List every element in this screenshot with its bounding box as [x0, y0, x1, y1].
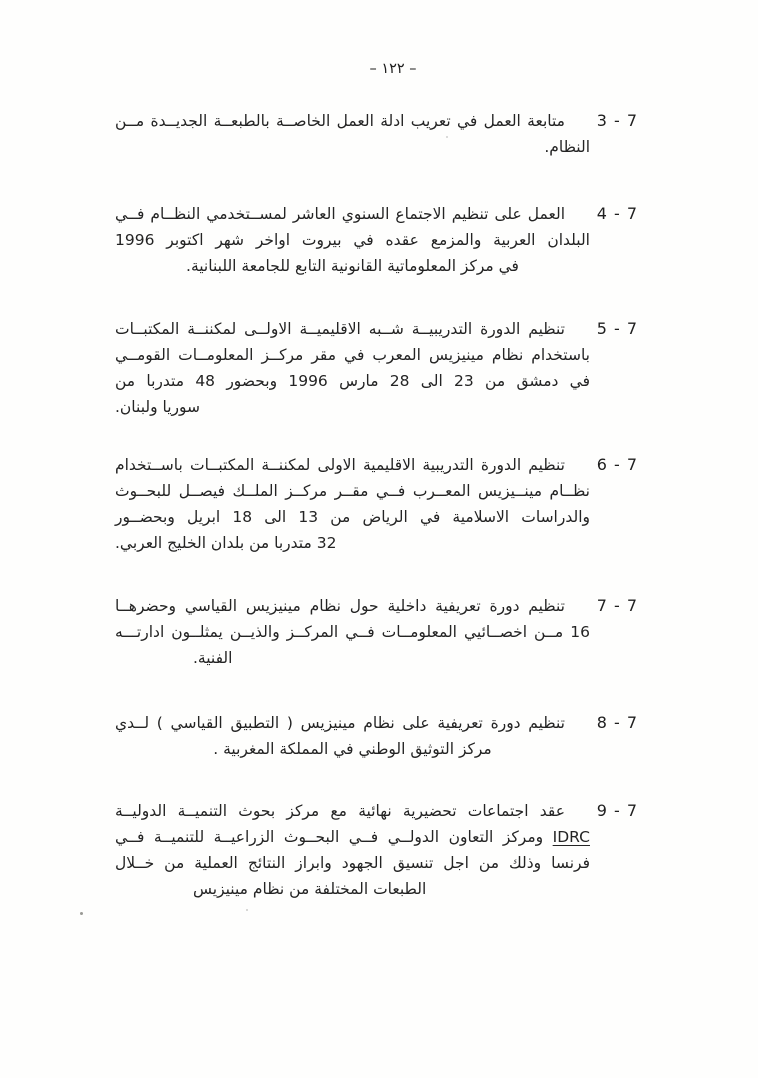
- text-line: نظــام مينــيزيس المعــرب فــي مقــر مركــز الملــك فيصــل للبحــوث: [115, 482, 590, 500]
- list-item: [115, 710, 638, 762]
- text-line: 16 مــن اخصــائيي المعلومــات فــي المركــز والذيــن يمثلــون ادارتـــه: [115, 623, 590, 641]
- item-text: [115, 108, 638, 160]
- text-line: [115, 824, 590, 850]
- scan-speck: [80, 912, 83, 915]
- idrc-underlined-text: IDRC: [552, 828, 590, 846]
- item-number: 7 - 7: [596, 596, 638, 615]
- item-text: [115, 201, 638, 279]
- text-line: والدراسات الاسلامية في الرياض من 13 الى 18 ابريل وبحضــور: [115, 508, 590, 526]
- list-item: [115, 593, 638, 671]
- text-line: تنظيم الدورة التدريبية الاقليمية الاولى لمكننــة المكتبــات باســتخدام: [115, 456, 565, 474]
- item-text: [115, 452, 638, 556]
- text-line: تنظيم الدورة التدريبيــة شــبه الاقليميــة الاولــى لمكننــة المكتبــات: [115, 320, 565, 338]
- item-text: [115, 593, 638, 671]
- text-line: العمل على تنظيم الاجتماع السنوي العاشر لمســتخدمي النظــام فــي: [115, 205, 565, 223]
- text-line: في مركز المعلوماتية القانونية التابع للجامعة اللبنانية.: [186, 257, 519, 275]
- scan-speck: [446, 136, 448, 138]
- item-number: 7 - 3: [596, 111, 638, 130]
- text-line: الفنية.: [193, 649, 233, 667]
- page-number: – ١٢٢ –: [369, 61, 417, 77]
- text-line: سوريا ولبنان.: [115, 398, 201, 416]
- text-line: في دمشق من 23 الى 28 مارس 1996 وبحضور 48 متدربا من: [115, 372, 591, 390]
- item-text: [115, 316, 638, 420]
- text-line: تنظيم دورة تعريفية داخلية حول نظام مينيزيس القياسي وحضرهــا: [115, 597, 565, 615]
- text-line: النظام.: [544, 138, 590, 156]
- text-line: البلدان العربية والمزمع عقده في بيروت اواخر شهر اكتوبر 1996: [115, 231, 590, 249]
- list-item: [115, 201, 638, 279]
- list-item: [115, 798, 638, 902]
- item-number: 7 - 9: [596, 801, 638, 820]
- text-line: الطبعات المختلفة من نظام مينيزيس: [193, 880, 427, 898]
- text-line: متابعة العمل في تعريب ادلة العمل الخاصــة بالطبعــة الجديــدة مــن: [115, 112, 565, 130]
- item-text: [115, 710, 638, 762]
- item-text: [115, 798, 638, 902]
- item-number: 7 - 5: [596, 319, 638, 338]
- text-line: تنظيم دورة تعريفية على نظام مينيزيس ( التطبيق القياسي ) لــدي: [115, 714, 565, 732]
- text-line-rest: ومركز التعاون الدولــي فــي البحــوث الزراعيــة للتنميــة فــي: [115, 828, 544, 846]
- list-item: [115, 452, 638, 556]
- text-line: باستخدام نظام مينيزيس المعرب في مقر مركــز المعلومــات القومــي: [115, 346, 590, 364]
- text-line: مركز التوثيق الوطني في المملكة المغربية .: [213, 740, 492, 758]
- text-line: فرنسا وذلك من اجل تنسيق الجهود وابراز النتائج العملية من خــلال: [115, 854, 590, 872]
- item-number: 7 - 6: [596, 455, 638, 474]
- item-number: 7 - 4: [596, 204, 638, 223]
- list-item: [115, 108, 638, 160]
- text-line: 32 متدربا من بلدان الخليج العربي.: [115, 534, 337, 552]
- scan-speck: [246, 909, 248, 911]
- text-line: عقد اجتماعات تحضيرية نهائية مع مركز بحوث التنميــة الدوليــة: [115, 802, 565, 820]
- list-item: [115, 316, 638, 420]
- item-number: 7 - 8: [596, 713, 638, 732]
